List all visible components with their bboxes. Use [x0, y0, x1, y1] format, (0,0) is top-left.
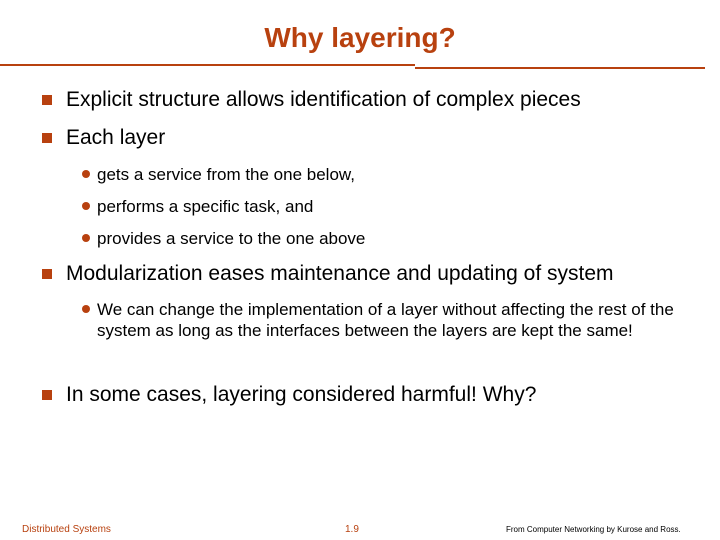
square-bullet-icon	[42, 269, 52, 279]
bullet-item	[42, 382, 536, 408]
footer-course-name: Distributed Systems	[22, 524, 111, 535]
sub-bullet-item	[82, 228, 365, 249]
sub-bullet-text: provides a service to the one above	[97, 229, 366, 248]
sub-bullet-item	[82, 164, 355, 185]
square-bullet-icon	[42, 95, 52, 105]
sub-bullet-text: performs a specific task, and	[97, 197, 314, 216]
title-underline-right	[415, 67, 705, 69]
sub-bullet-text: We can change the implementation of a layer without affecting the rest of the system as long as the interfaces between the layers are kept the same!	[97, 300, 674, 340]
round-bullet-icon	[82, 170, 90, 178]
round-bullet-icon	[82, 202, 90, 210]
bullet-item	[42, 261, 614, 287]
title-underline-left	[0, 64, 415, 66]
bullet-text: Explicit structure allows identification of complex pieces	[66, 88, 581, 111]
sub-bullet-item	[82, 196, 313, 217]
footer-source-credit: From Computer Networking by Kurose and Ross.	[506, 525, 681, 534]
bullet-text: Modularization eases maintenance and updating of system	[66, 262, 614, 285]
bullet-text: Each layer	[66, 126, 166, 149]
square-bullet-icon	[42, 133, 52, 143]
sub-bullet-text: gets a service from the one below,	[97, 165, 355, 184]
bullet-item	[42, 125, 165, 151]
slide-title: Why layering?	[264, 22, 456, 53]
bullet-item	[42, 87, 581, 113]
footer-page-number: 1.9	[345, 524, 359, 535]
round-bullet-icon	[82, 305, 90, 313]
sub-bullet-item	[82, 299, 697, 341]
bullet-text: In some cases, layering considered harmful! Why?	[66, 383, 537, 406]
round-bullet-icon	[82, 234, 90, 242]
square-bullet-icon	[42, 390, 52, 400]
